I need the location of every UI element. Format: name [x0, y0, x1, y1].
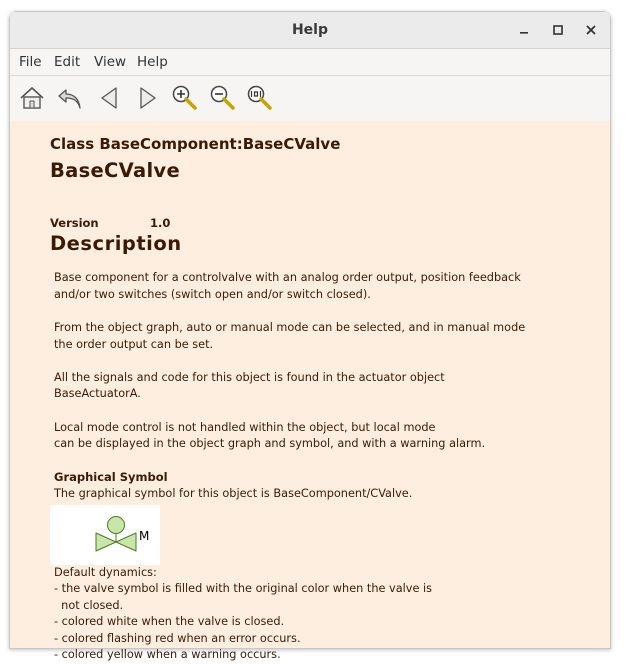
- dynamics-line: not closed.: [54, 599, 124, 612]
- zoom-reset-icon: [245, 84, 273, 112]
- window-title: Help: [291, 22, 329, 38]
- minimize-button[interactable]: [515, 21, 533, 39]
- title-bar[interactable]: [10, 12, 610, 49]
- maximize-icon: [552, 24, 564, 36]
- valve-motor-label: M: [139, 529, 150, 543]
- menu-bar: [10, 49, 610, 76]
- back-icon: [56, 84, 84, 112]
- help-content: [10, 121, 610, 661]
- menu-edit[interactable]: Edit: [54, 54, 81, 70]
- valve-symbol-image: [50, 505, 160, 565]
- minimize-icon: [518, 24, 530, 36]
- paragraph-line: All the signals and code for this object is found in the actuator object: [54, 371, 445, 384]
- next-icon: [133, 84, 161, 112]
- zoom-out-button[interactable]: [208, 84, 236, 112]
- graphical-symbol-text: The graphical symbol for this object is BaseComponent/CValve.: [54, 487, 413, 500]
- menu-file[interactable]: File: [19, 54, 42, 70]
- dynamics-line: - colored white when the valve is closed.: [54, 615, 285, 628]
- zoom-in-button[interactable]: [170, 84, 198, 112]
- dynamics-line: - colored yellow when a warning occurs.: [54, 648, 281, 661]
- menu-help[interactable]: Help: [137, 54, 168, 70]
- version-label: Version: [50, 216, 99, 230]
- back-button[interactable]: [56, 84, 84, 112]
- previous-icon: [96, 84, 124, 112]
- help-window: [9, 11, 611, 661]
- menu-view[interactable]: View: [94, 54, 127, 70]
- class-title: Class BaseComponent:BaseCValve: [50, 135, 341, 153]
- paragraph-line: Base component for a controlvalve with an analog order output, position feedback: [54, 271, 521, 284]
- paragraph-line: Local mode control is not handled within the object, but local mode: [54, 421, 436, 434]
- dynamics-line: - the valve symbol is filled with the original color when the valve is: [54, 582, 433, 595]
- next-button[interactable]: [133, 84, 161, 112]
- previous-button[interactable]: [96, 84, 124, 112]
- page-title: BaseCValve: [50, 159, 180, 182]
- paragraph-line: BaseActuatorA.: [54, 387, 141, 400]
- description-heading: Description: [50, 232, 182, 255]
- home-button[interactable]: [18, 84, 46, 112]
- toolbar: [10, 76, 610, 120]
- zoom-out-icon: [208, 84, 236, 112]
- paragraph-line: and/or two switches (switch open and/or switch closed).: [54, 288, 371, 301]
- version-value: 1.0: [150, 216, 171, 230]
- zoom-in-icon: [170, 84, 198, 112]
- paragraph-line: the order output can be set.: [54, 338, 214, 351]
- default-dynamics-heading: Default dynamics:: [54, 566, 157, 579]
- maximize-button[interactable]: [549, 21, 567, 39]
- paragraph-line: can be displayed in the object graph and symbol, and with a warning alarm.: [54, 437, 486, 450]
- valve-icon: [50, 505, 160, 565]
- dynamics-line: - colored flashing red when an error occurs.: [54, 632, 301, 645]
- zoom-reset-button[interactable]: [245, 84, 273, 112]
- paragraph-line: From the object graph, auto or manual mode can be selected, and in manual mode: [54, 321, 526, 334]
- graphical-symbol-heading: Graphical Symbol: [54, 470, 168, 484]
- close-button[interactable]: [582, 21, 600, 39]
- home-icon: [18, 84, 46, 112]
- close-icon: [585, 24, 597, 36]
